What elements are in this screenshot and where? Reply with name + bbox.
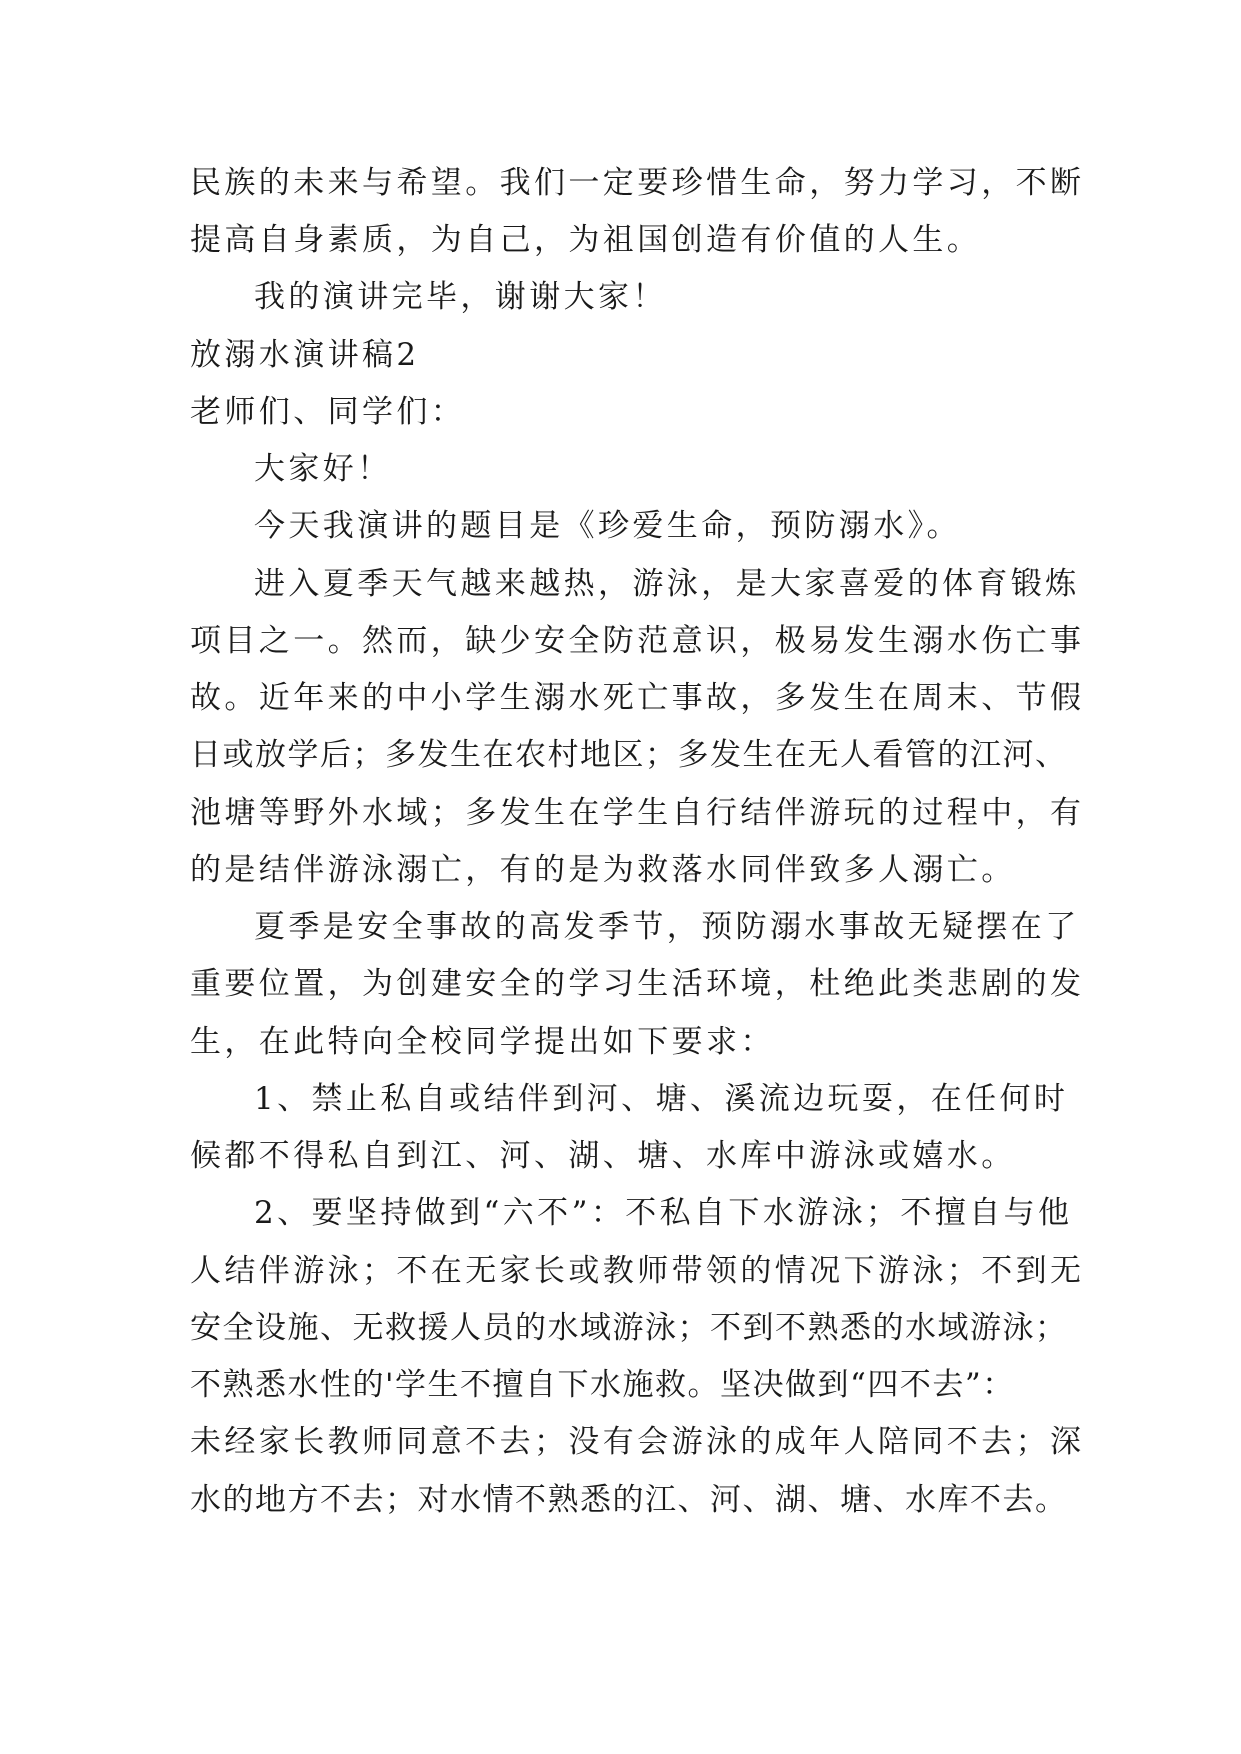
list-item-text: 2、要坚持做到“六不”：不私自下水游泳；不擅自与他 — [254, 1195, 1073, 1231]
list-item-text: 安全设施、无救援人员的水域游泳；不到不熟悉的水域游泳； — [190, 1310, 1068, 1346]
body-text-line: 故。近年来的中小学生溺水死亡事故，多发生在周末、节假 — [190, 680, 1085, 716]
list-item-text: 未经家长教师同意不去；没有会游泳的成年人陪同不去；深 — [190, 1424, 1085, 1460]
body-text-line: 今天我演讲的题目是《珍爱生命，预防溺水》。 — [254, 508, 961, 544]
body-text-line: 的是结伴游泳溺亡，有的是为救落水同伴致多人溺亡。 — [190, 852, 1016, 888]
body-text-line: 生，在此特向全校同学提出如下要求： — [190, 1024, 775, 1060]
body-text-line: 进入夏季天气越来越热，游泳，是大家喜爱的体育锻炼 — [254, 566, 1080, 602]
body-text-line: 项目之一。然而，缺少安全防范意识，极易发生溺水伤亡事 — [190, 623, 1085, 659]
list-item-text: 水的地方不去；对水情不熟悉的江、河、湖、塘、水库不去。 — [190, 1482, 1068, 1518]
list-item-text: 候都不得私自到江、河、湖、塘、水库中游泳或嬉水。 — [190, 1138, 1016, 1174]
closing-remark: 我的演讲完毕，谢谢大家！ — [254, 279, 667, 315]
body-text-line: 重要位置，为创建安全的学习生活环境，杜绝此类悲剧的发 — [190, 966, 1085, 1002]
list-item-text: 1、禁止私自或结伴到河、塘、溪流边玩耍，在任何时 — [254, 1081, 1069, 1117]
salutation: 老师们、同学们： — [190, 394, 466, 430]
body-text-line: 日或放学后；多发生在农村地区；多发生在无人看管的江河、 — [190, 737, 1068, 773]
body-text-line: 民族的未来与希望。我们一定要珍惜生命，努力学习，不断 — [190, 165, 1085, 201]
greeting: 大家好！ — [254, 451, 392, 487]
list-item-text: 不熟悉水性的'学生不擅自下水施救。坚决做到“四不去”： — [190, 1367, 1015, 1403]
section-heading: 放溺水演讲稿2 — [190, 337, 420, 373]
body-text-line: 提高自身素质，为自己，为祖国创造有价值的人生。 — [190, 222, 982, 258]
body-text-line: 夏季是安全事故的高发季节，预防溺水事故无疑摆在了 — [254, 909, 1080, 945]
list-item-text: 人结伴游泳；不在无家长或教师带领的情况下游泳；不到无 — [190, 1253, 1085, 1289]
body-text-line: 池塘等野外水域；多发生在学生自行结伴游玩的过程中，有 — [190, 795, 1085, 831]
